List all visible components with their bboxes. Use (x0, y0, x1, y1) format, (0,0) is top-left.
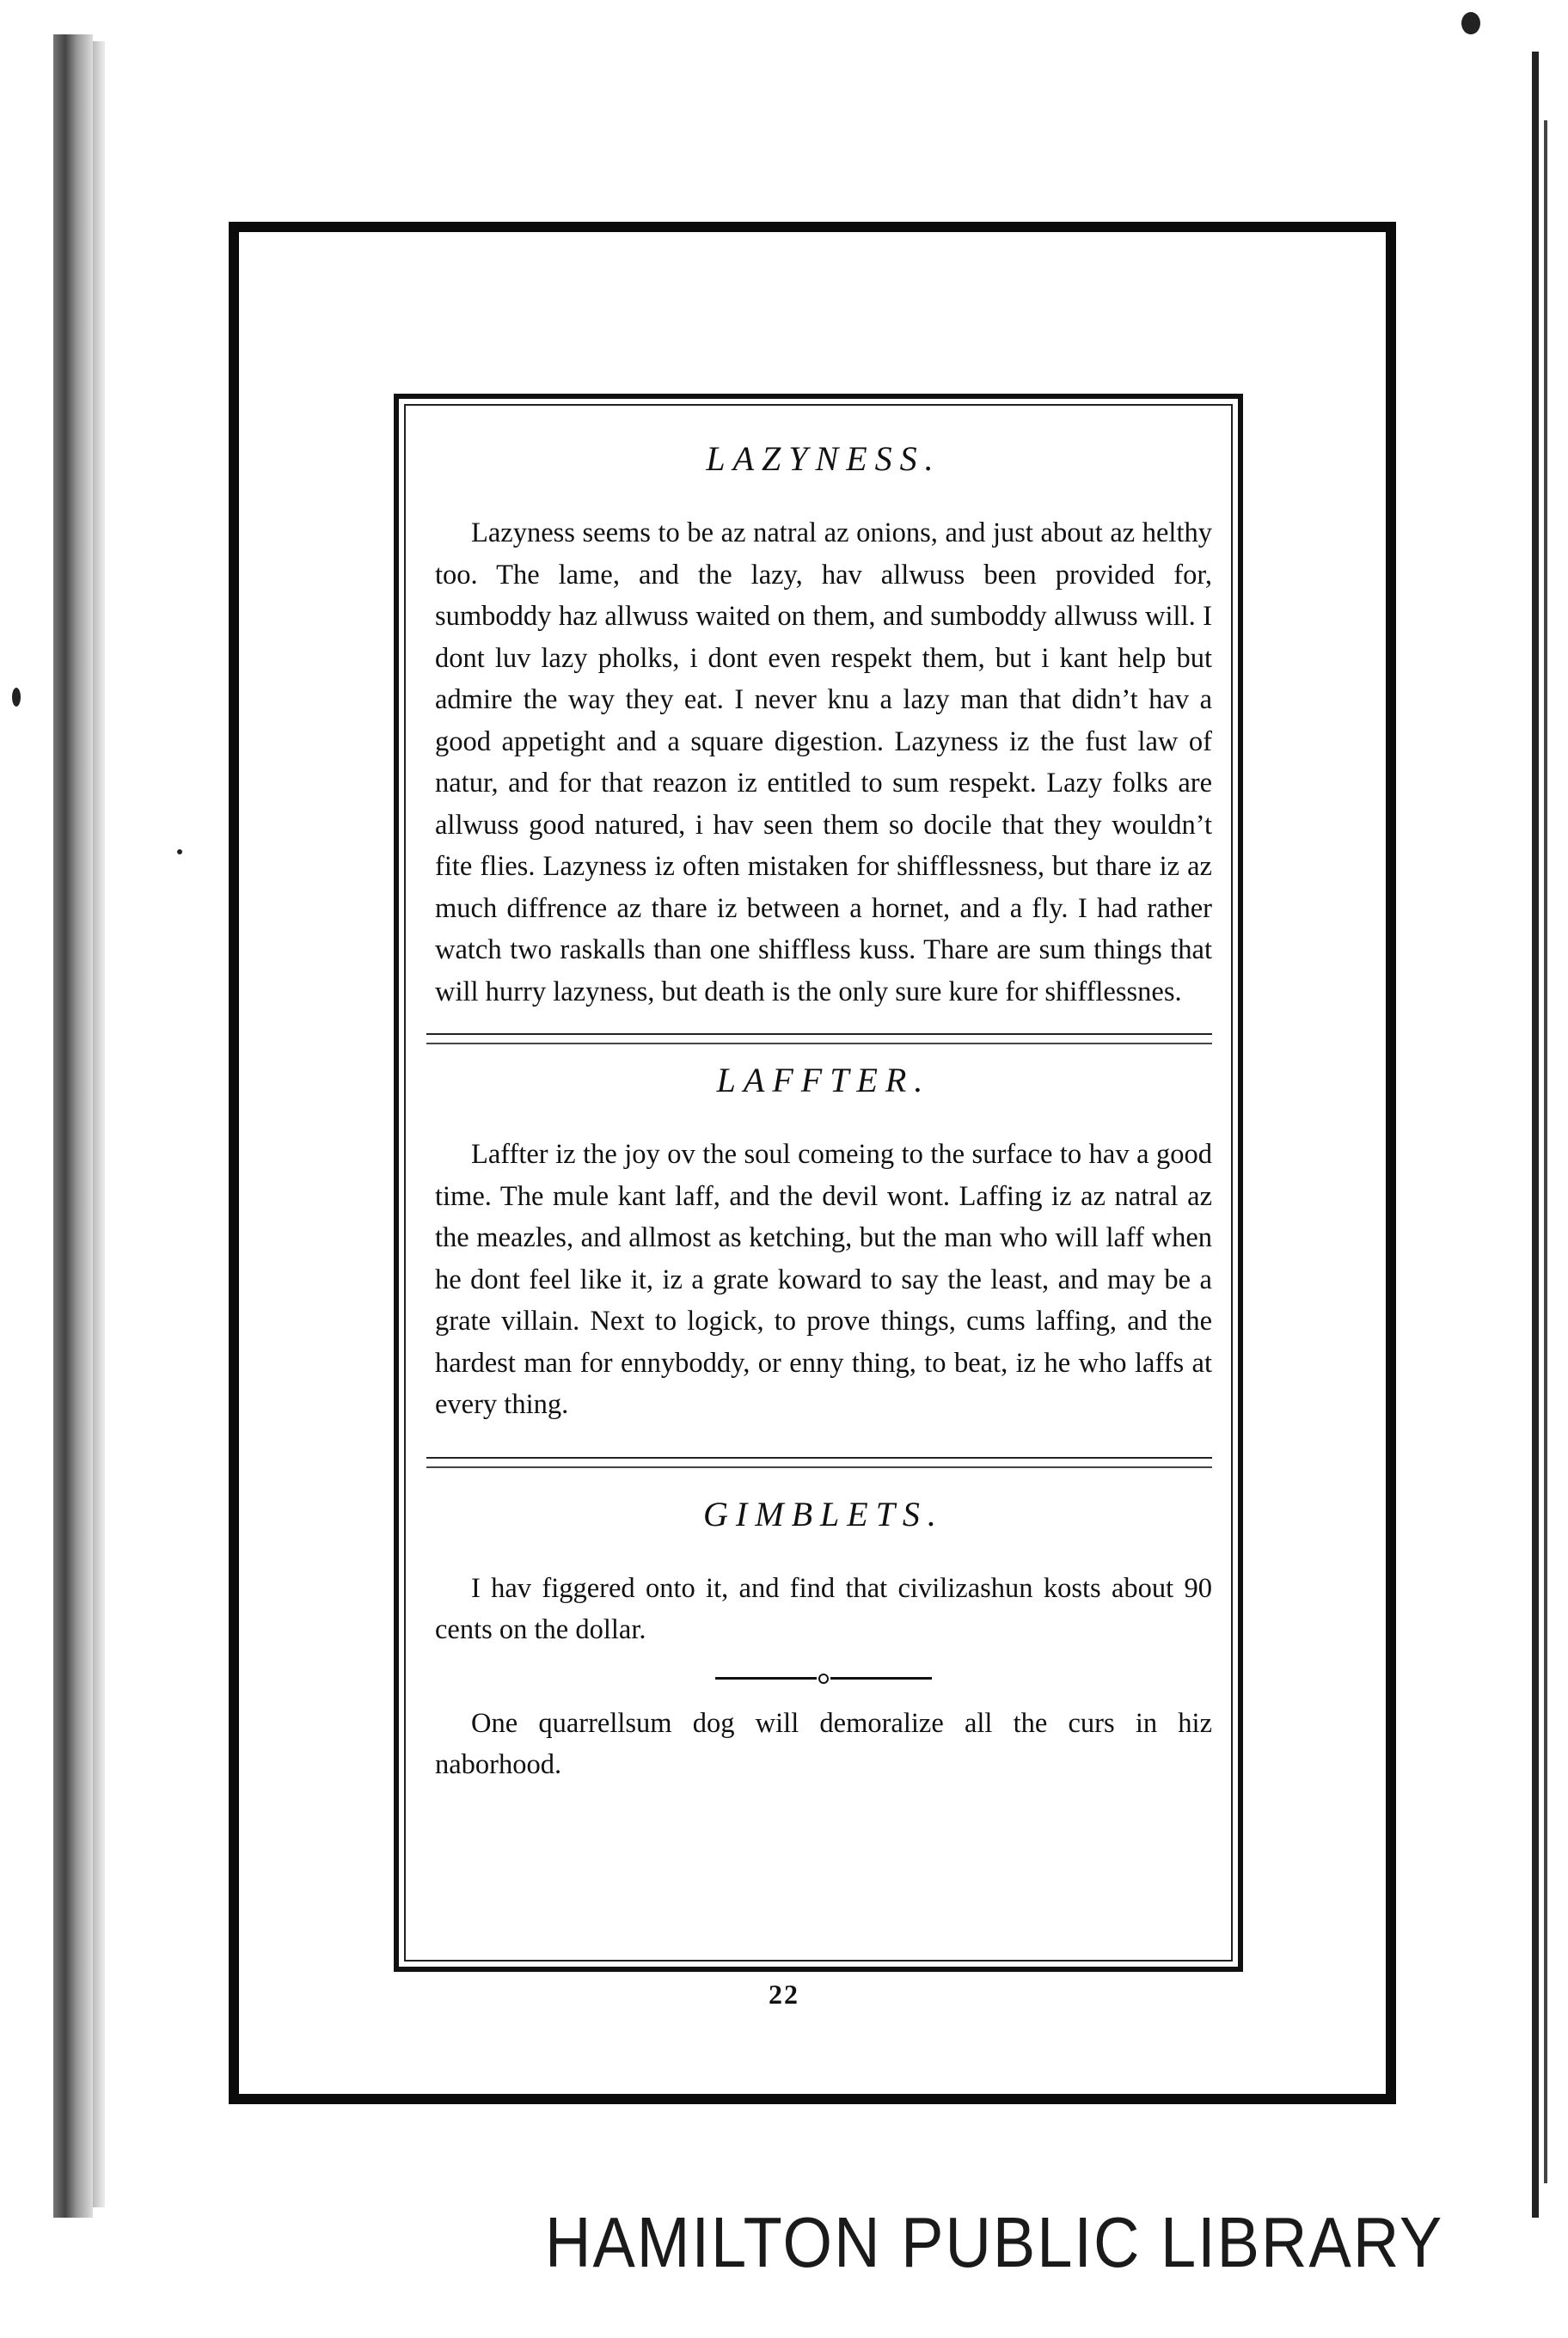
page-binding-shadow (93, 41, 105, 2207)
page-right-edge-inner (1544, 120, 1547, 2183)
section-divider (426, 1457, 1212, 1468)
page-binding-edge (53, 34, 93, 2218)
lazyness-paragraph: Lazyness seems to be az natral az onions, and just about az helthy too. The lame, and the lazy, hav allwuss been provided for, sumboddy haz allwuss waited on them, and sumboddy allwuss will. I dont luv lazy pholks, i dont even respekt them, but i kant help but admire the way they eat. I never knu a lazy man that didn’t hav a good appetight and a square digestion. Lazyness iz the fust law of natur, and for that reazon iz entitled to sum respekt. Lazy folks are allwuss good natured, i hav seen them so docile that they wouldn’t fite flies. Lazyness iz often mistaken for shifflessness, but thare iz az much diffrence az thare iz between a hornet, and a fly. I had rather watch two raskalls than one shiffless kuss. Thare are sum things that will hurry lazyness, but death is the only sure kure for shifflessnes. (435, 517, 1212, 1007)
library-stamp: HAMILTON PUBLIC LIBRARY (545, 2202, 1444, 2282)
section-title-gimblets: GIMBLETS. (703, 1494, 944, 1533)
page-number: 22 (769, 1979, 799, 2010)
section-title-lazyness: LAZYNESS. (706, 439, 941, 478)
scan-speck (177, 849, 182, 854)
laffter-paragraph: Laffter iz the joy ov the soul comeing to the surface to hav a good time. The mule kant laff, and the devil wont. Laffing iz az natral az the meazles, and allmost as ketching, but the man who will laff when he dont feel like it, iz a grate koward to say the least, and may be a grate villain. Next to logick, to prove things, cums laffing, and the hardest man for ennyboddy, or enny thing, to beat, iz he who laffs at every thing. (435, 1139, 1212, 1420)
scan-speck (12, 688, 21, 707)
ornament-circle-icon (818, 1674, 829, 1684)
page-right-edge (1532, 52, 1539, 2218)
ornament-line-right (830, 1677, 932, 1680)
text-panel (394, 394, 1243, 1972)
ornament-line-left (715, 1677, 817, 1680)
ornament-divider (435, 1670, 1212, 1687)
section-divider (426, 1033, 1212, 1044)
gimblets-item-1: I hav figgered onto it, and find that civilizashun kosts about 90 cents on the dollar. (435, 1572, 1212, 1645)
section-title-laffter: LAFFTER. (716, 1061, 931, 1099)
scan-speck (1461, 12, 1480, 34)
gimblets-item-2: One quarrellsum dog will demoralize all the curs in hiz naborhood. (435, 1707, 1212, 1780)
text-panel-inner (404, 404, 1233, 1962)
